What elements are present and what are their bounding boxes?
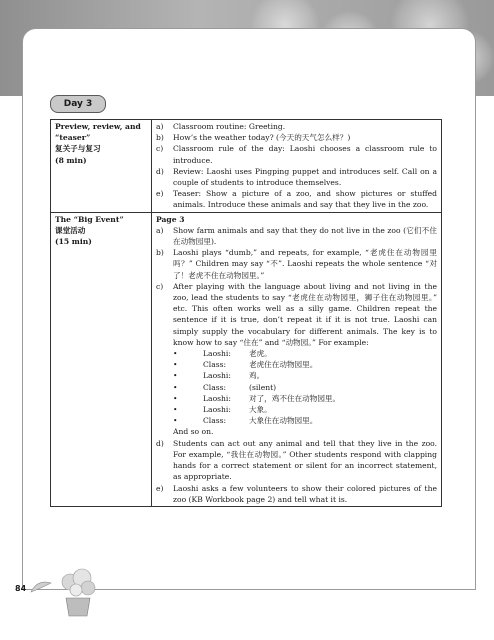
page-number: 84 xyxy=(15,584,27,593)
dialog-speaker: Laoshi: xyxy=(203,405,231,415)
item-text: Review: Laoshi uses Pingping puppet and introduces self. Call on a couple of students to introduce themselves. xyxy=(173,166,437,188)
list-item xyxy=(156,188,437,210)
section-title-cell xyxy=(51,120,152,213)
dialog-line xyxy=(173,404,437,415)
bullet-icon: • xyxy=(173,371,178,381)
list-item xyxy=(156,483,437,505)
dialog-text: 大象。 xyxy=(249,405,272,415)
dialog-line xyxy=(173,359,437,370)
page-reference: Page 3 xyxy=(156,214,185,224)
item-text: How’s the weather today? (今天的天气怎么样？) xyxy=(173,133,351,143)
section-title-chinese: 复关子与复习 xyxy=(55,144,101,154)
table-row xyxy=(51,212,442,506)
leaf-ornament-icon xyxy=(30,580,52,594)
item-text: Show farm animals and say that they do not live in the zoo (它们不住在动物园里). xyxy=(173,225,437,247)
item-marker: a) xyxy=(156,225,164,235)
bullet-icon: • xyxy=(173,360,178,370)
dialog-speaker: Laoshi: xyxy=(203,393,231,403)
dialog-line xyxy=(173,382,437,393)
dialog-speaker: Laoshi: xyxy=(203,349,231,359)
bullet-icon: • xyxy=(173,393,178,403)
section-title: The “Big Event” xyxy=(55,214,124,224)
section-content-cell xyxy=(152,212,442,506)
dialog-line xyxy=(173,370,437,381)
item-marker: b) xyxy=(156,248,164,258)
list-item xyxy=(156,281,437,438)
list-item xyxy=(156,132,437,143)
item-text: Teaser: Show a picture of a zoo, and show pictures or stuffed animals. Introduce these animals and say that they live in the zoo. xyxy=(173,189,437,210)
item-text: Classroom routine: Greeting. xyxy=(173,122,286,131)
bullet-icon: • xyxy=(173,382,178,392)
dialog-text: 老虎住在动物园里。 xyxy=(249,360,318,370)
dialog-text: 对了，鸡不住在动物园里。 xyxy=(249,393,341,403)
item-text: After playing with the language about living and not living in the zoo, lead the students to say “老虎住在动物园里，狮子住在动物园里。” etc. This often works well as a silly game. Children repeat the sentence if it is true, don’t repeat it if it is not true. Laoshi can simply supply the vocabulary for different animals. The key is to know how to say “住在” and “动物园。” For example: xyxy=(173,281,437,347)
potted-plant-icon xyxy=(58,568,98,618)
section-title-cell xyxy=(51,212,152,506)
section-title: Preview, review, and xyxy=(55,122,141,131)
item-text: Laoshi plays “dumb,” and repeats, for example, “老虎住在动物园里吗？” Children may say “不”. Laoshi repeats the whole sentence “对了！老虎不住在动物园里。” xyxy=(173,248,437,280)
bullet-icon: • xyxy=(173,405,178,415)
item-marker: c) xyxy=(156,144,164,154)
item-text: Laoshi asks a few volunteers to show their colored pictures of the zoo (KB Workbook page 2) and tell what it is. xyxy=(173,483,437,504)
activity-list xyxy=(156,225,437,505)
section-title-chinese: 课堂活动 xyxy=(55,225,86,235)
item-text: Classroom rule of the day: Laoshi chooses a classroom rule to introduce. xyxy=(173,144,437,165)
dialog-line xyxy=(173,393,437,404)
dialog-text: 大象住在动物园里。 xyxy=(249,416,318,426)
list-item xyxy=(156,438,437,483)
bullet-icon: • xyxy=(173,349,178,359)
item-text: Students can act out any animal and tell that they live in the zoo. For example, “我住在动物园。” Other students respond with clapping hands for a correct statement or silent for an incorrect statement, as appropriate. xyxy=(173,438,437,482)
item-marker: c) xyxy=(156,281,164,291)
dialog-speaker: Class: xyxy=(203,416,227,426)
item-followup: And so on. xyxy=(173,427,214,437)
bullet-icon: • xyxy=(173,416,178,426)
activity-list xyxy=(156,121,437,211)
dialog-text: 老虎。 xyxy=(249,349,272,359)
lesson-plan-table xyxy=(50,119,442,507)
dialog-line xyxy=(173,415,437,426)
item-marker: b) xyxy=(156,133,164,143)
item-marker: a) xyxy=(156,122,164,131)
list-item xyxy=(156,121,437,132)
item-marker: d) xyxy=(156,438,164,448)
item-marker: e) xyxy=(156,189,164,199)
item-marker: d) xyxy=(156,166,164,176)
dialog-speaker: Class: xyxy=(203,382,227,392)
dialog-speaker: Laoshi: xyxy=(203,371,231,381)
dialog-text: (silent) xyxy=(249,382,277,392)
list-item xyxy=(156,225,437,247)
dialog-speaker: Class: xyxy=(203,360,227,370)
list-item xyxy=(156,143,437,165)
section-duration: (8 min) xyxy=(55,155,87,165)
day-label: Day 3 xyxy=(50,95,106,113)
section-content-cell xyxy=(152,120,442,213)
dialog-example-list xyxy=(173,348,437,426)
section-title: “teaser” xyxy=(55,133,91,143)
section-duration: (15 min) xyxy=(55,237,92,247)
list-item xyxy=(156,166,437,188)
dialog-line xyxy=(173,348,437,359)
table-row xyxy=(51,120,442,213)
item-marker: e) xyxy=(156,483,164,493)
dialog-text: 鸡。 xyxy=(249,371,265,381)
list-item xyxy=(156,247,437,281)
